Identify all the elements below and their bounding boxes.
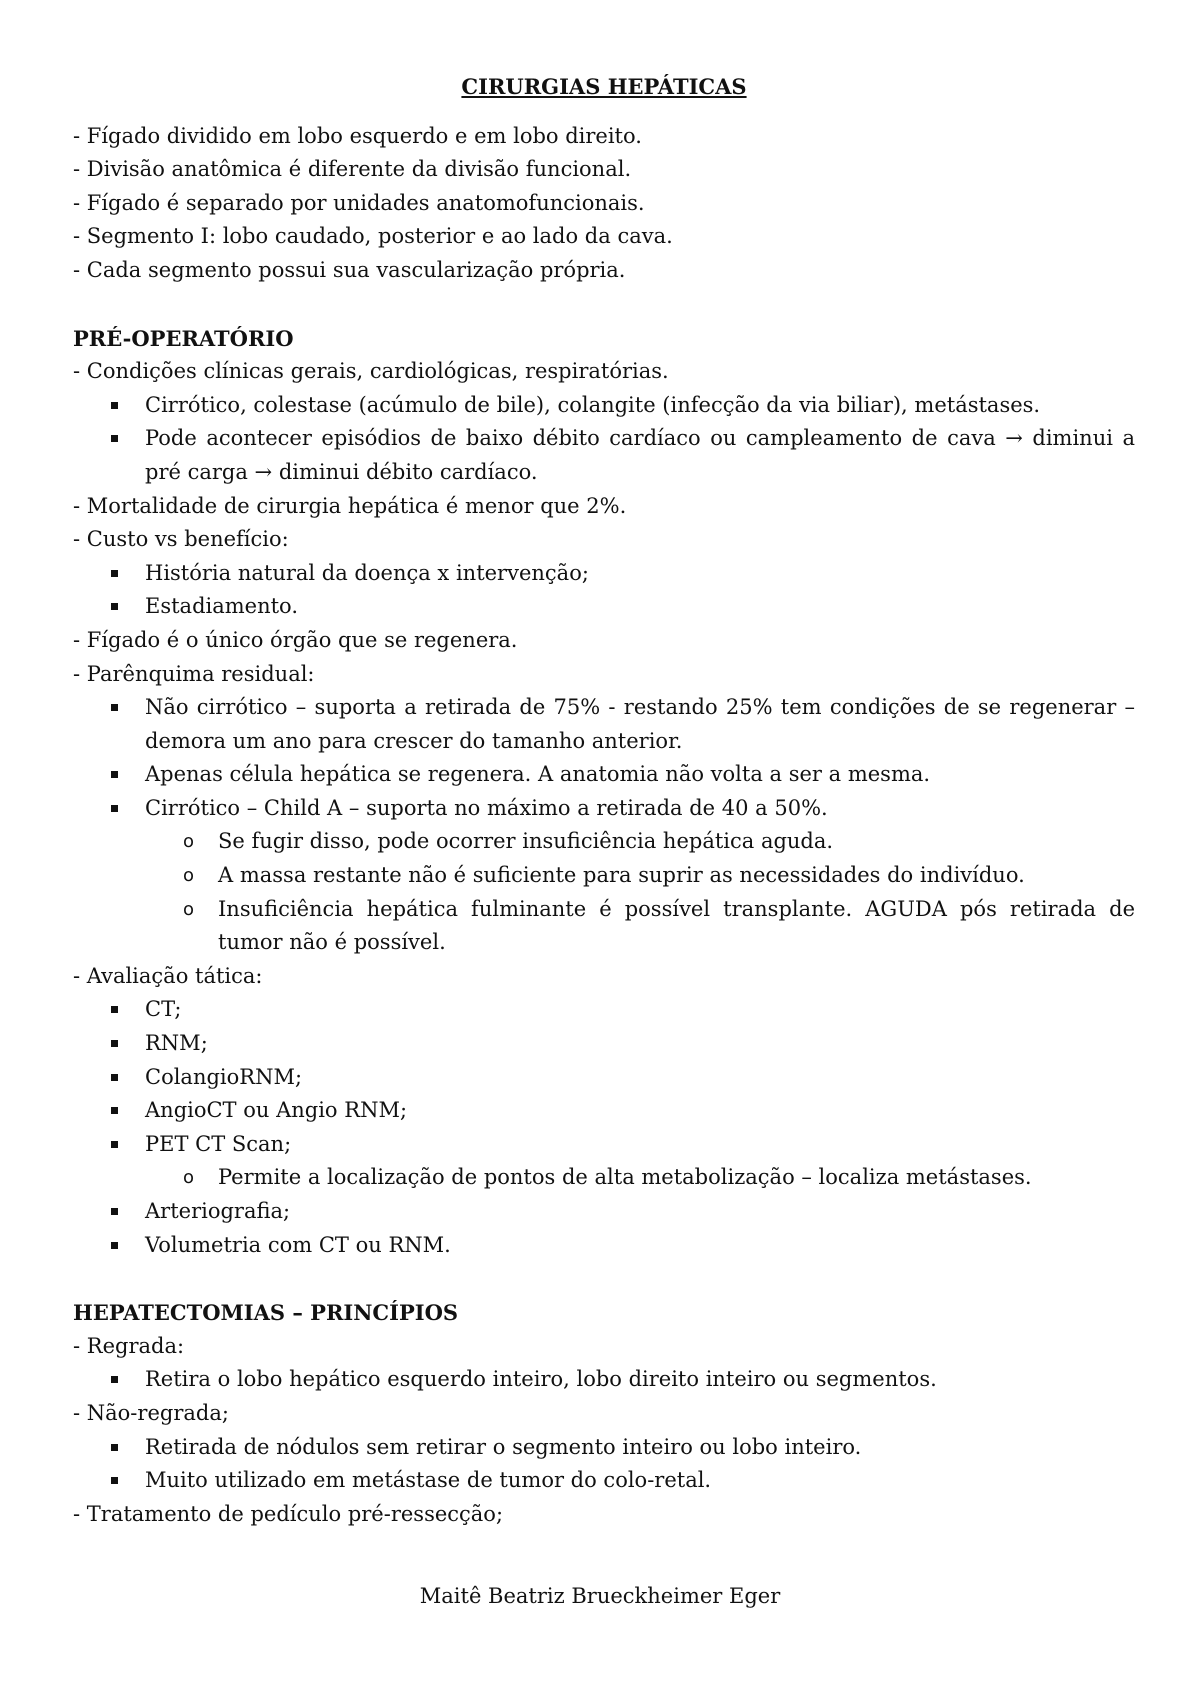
bullet-item: Cirrótico – Child A – suporta no máximo a retirada de 40 a 50%. [73,792,1135,826]
bullet-item: Volumetria com CT ou RNM. [73,1229,1135,1263]
bullet-item: CT; [73,993,1135,1027]
list-item: - Não-regrada; [73,1400,229,1425]
bullet-item: Pode acontecer episódios de baixo débito cardíaco ou campleamento de cava → diminui a pré carga → diminui débito cardíaco. [73,422,1135,489]
intro-line: - Segmento I: lobo caudado, posterior e ao lado da cava. [73,224,673,249]
list-item: - Parênquima residual: [73,661,315,686]
sub-bullet-item: o A massa restante não é suficiente para suprir as necessidades do indivíduo. [73,859,1135,893]
list-item: - Condições clínicas gerais, cardiológicas, respiratórias. [73,359,669,384]
list-item: - Custo vs benefício: [73,527,289,552]
list-item: - Fígado é o único órgão que se regenera. [73,627,518,652]
bullet-item: ColangioRNM; [73,1061,1135,1095]
bullet-item: Muito utilizado em metástase de tumor do colo-retal. [73,1464,1135,1498]
list-item: - Regrada: [73,1333,185,1358]
bullet-item: Retira o lobo hepático esquerdo inteiro, lobo direito inteiro ou segmentos. [73,1363,1135,1397]
section-heading-preop: PRÉ-OPERATÓRIO [73,325,294,351]
document-title: CIRURGIAS HEPÁTICAS [461,74,747,99]
list-item: - Tratamento de pedículo pré-ressecção; [73,1501,504,1526]
page-footer-author: Maitê Beatriz Brueckheimer Eger [419,1584,781,1608]
intro-line: - Fígado é separado por unidades anatomofuncionais. [73,190,645,215]
sub-bullet-item: o Insuficiência hepática fulminante é possível transplante. AGUDA pós retirada de tumor não é possível. [73,893,1135,960]
bullet-item: Apenas célula hepática se regenera. A anatomia não volta a ser a mesma. [73,758,1135,792]
bullet-item: Cirrótico, colestase (acúmulo de bile), colangite (infecção da via biliar), metástases. [73,389,1135,423]
bullet-item: PET CT Scan; [73,1128,1135,1162]
bullet-item: História natural da doença x intervenção; [73,557,1135,591]
intro-line: - Cada segmento possui sua vascularização própria. [73,257,626,282]
spacer [73,1262,1135,1296]
bullet-item: RNM; [73,1027,1135,1061]
spacer [73,288,1135,322]
document-page [73,70,1135,1531]
intro-line: - Fígado dividido em lobo esquerdo e em lobo direito. [73,123,642,148]
list-item: - Avaliação tática: [73,963,263,988]
list-item: - Mortalidade de cirurgia hepática é menor que 2%. [73,493,627,518]
intro-line: - Divisão anatômica é diferente da divisão funcional. [73,157,632,182]
bullet-item: Estadiamento. [73,590,1135,624]
bullet-item: Não cirrótico – suporta a retirada de 75% - restando 25% tem condições de se regenerar – demora um ano para crescer do tamanho anterior. [73,691,1135,758]
section-heading-hepatectomias: HEPATECTOMIAS – PRINCÍPIOS [73,1300,459,1326]
bullet-item: AngioCT ou Angio RNM; [73,1094,1135,1128]
sub-bullet-item: o Permite a localização de pontos de alta metabolização – localiza metástases. [73,1161,1135,1195]
sub-bullet-item: o Se fugir disso, pode ocorrer insuficiência hepática aguda. [73,825,1135,859]
bullet-item: Retirada de nódulos sem retirar o segmento inteiro ou lobo inteiro. [73,1431,1135,1465]
bullet-item: Arteriografia; [73,1195,1135,1229]
